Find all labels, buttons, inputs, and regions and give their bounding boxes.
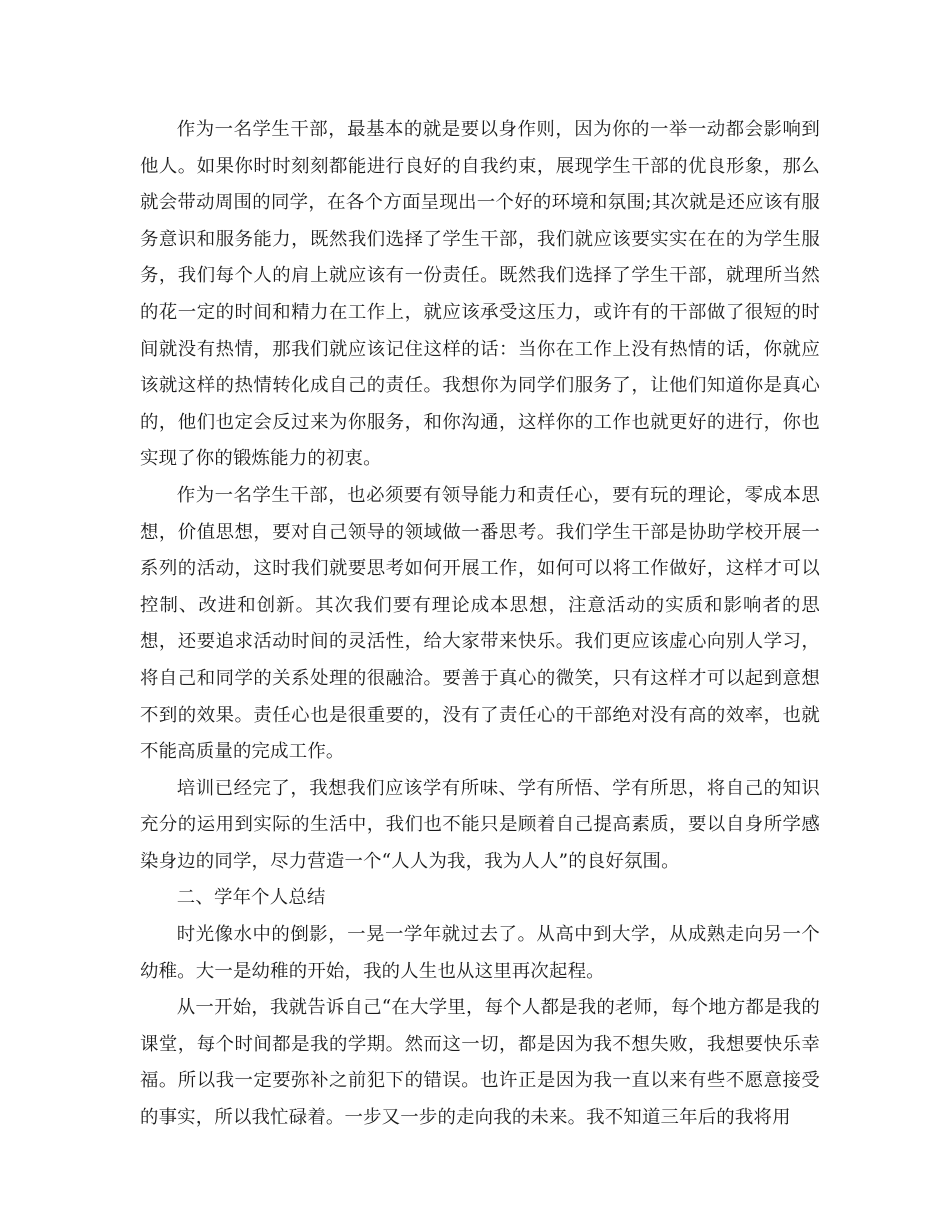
paragraph-leadership-responsibility: 作为一名学生干部，也必须要有领导能力和责任心，要有玩的理论，零成本思想，价值思想，要对自己领导的领域做一番思考。我们学生干部是协助学校开展一系列的活动，这时我们就要思考如何开展工作，如何可以将工作做好，这样才可以控制、改进和创新。其次我们要有理论成本思想，注意活动的实质和影响者的思想，还要追求活动时间的灵活性，给大家带来快乐。我们更应该虚心向别人学习，将自己和同学的关系处理的很融洽。要善于真心的微笑，只有这样才可以起到意想不到的效果。责任心也是很重要的，没有了责任心的干部绝对没有高的效率，也就不能高质量的完成工作。	[140, 484, 820, 763]
section-heading-annual-summary: 二、学年个人总结	[176, 887, 326, 909]
paragraph-from-the-start: 从一开始，我就告诉自己“在大学里，每个人都是我的老师，每个地方都是我的课堂，每个时间都是我的学期。然而这一切，都是因为我不想失败，我想要快乐幸福。所以我一定要弥补之前犯下的错误。也许正是因为我一直以来有些不愿意接受的事实，所以我忙碌着。一步又一步的走向我的未来。我不知道三年后的我将用	[140, 997, 820, 1129]
paragraph-training-conclusion: 培训已经完了，我想我们应该学有所味、学有所悟、学有所思，将自己的知识充分的运用到实际的生活中，我们也不能只是顾着自己提高素质，要以自身所学感染身边的同学，尽力营造一个“人人为我，我为人人”的良好氛围。	[140, 777, 820, 872]
paragraph-cadre-role-model: 作为一名学生干部，最基本的就是要以身作则，因为你的一举一动都会影响到他人。如果你时时刻刻都能进行良好的自我约束，展现学生干部的优良形象，那么就会带动周围的同学，在各个方面呈现出一个好的环境和氛围;其次就是还应该有服务意识和服务能力，既然我们选择了学生干部，我们就应该要实实在在的为学生服务，我们每个人的肩上就应该有一份责任。既然我们选择了学生干部，就理所当然的花一定的时间和精力在工作上，就应该承受这压力，或许有的干部做了很短的时间就没有热情，那我们就应该记住这样的话：当你在工作上没有热情的话，你就应该就这样的热情转化成自己的责任。我想你为同学们服务了，让他们知道你是真心的，他们也定会反过来为你服务，和你沟通，这样你的工作也就更好的进行，你也实现了你的锻炼能力的初衷。	[140, 119, 820, 470]
document-body	[140, 112, 820, 1137]
paragraph-time-passes: 时光像水中的倒影，一晃一学年就过去了。从高中到大学，从成熟走向另一个幼稚。大一是幼稚的开始，我的人生也从这里再次起程。	[140, 924, 820, 982]
